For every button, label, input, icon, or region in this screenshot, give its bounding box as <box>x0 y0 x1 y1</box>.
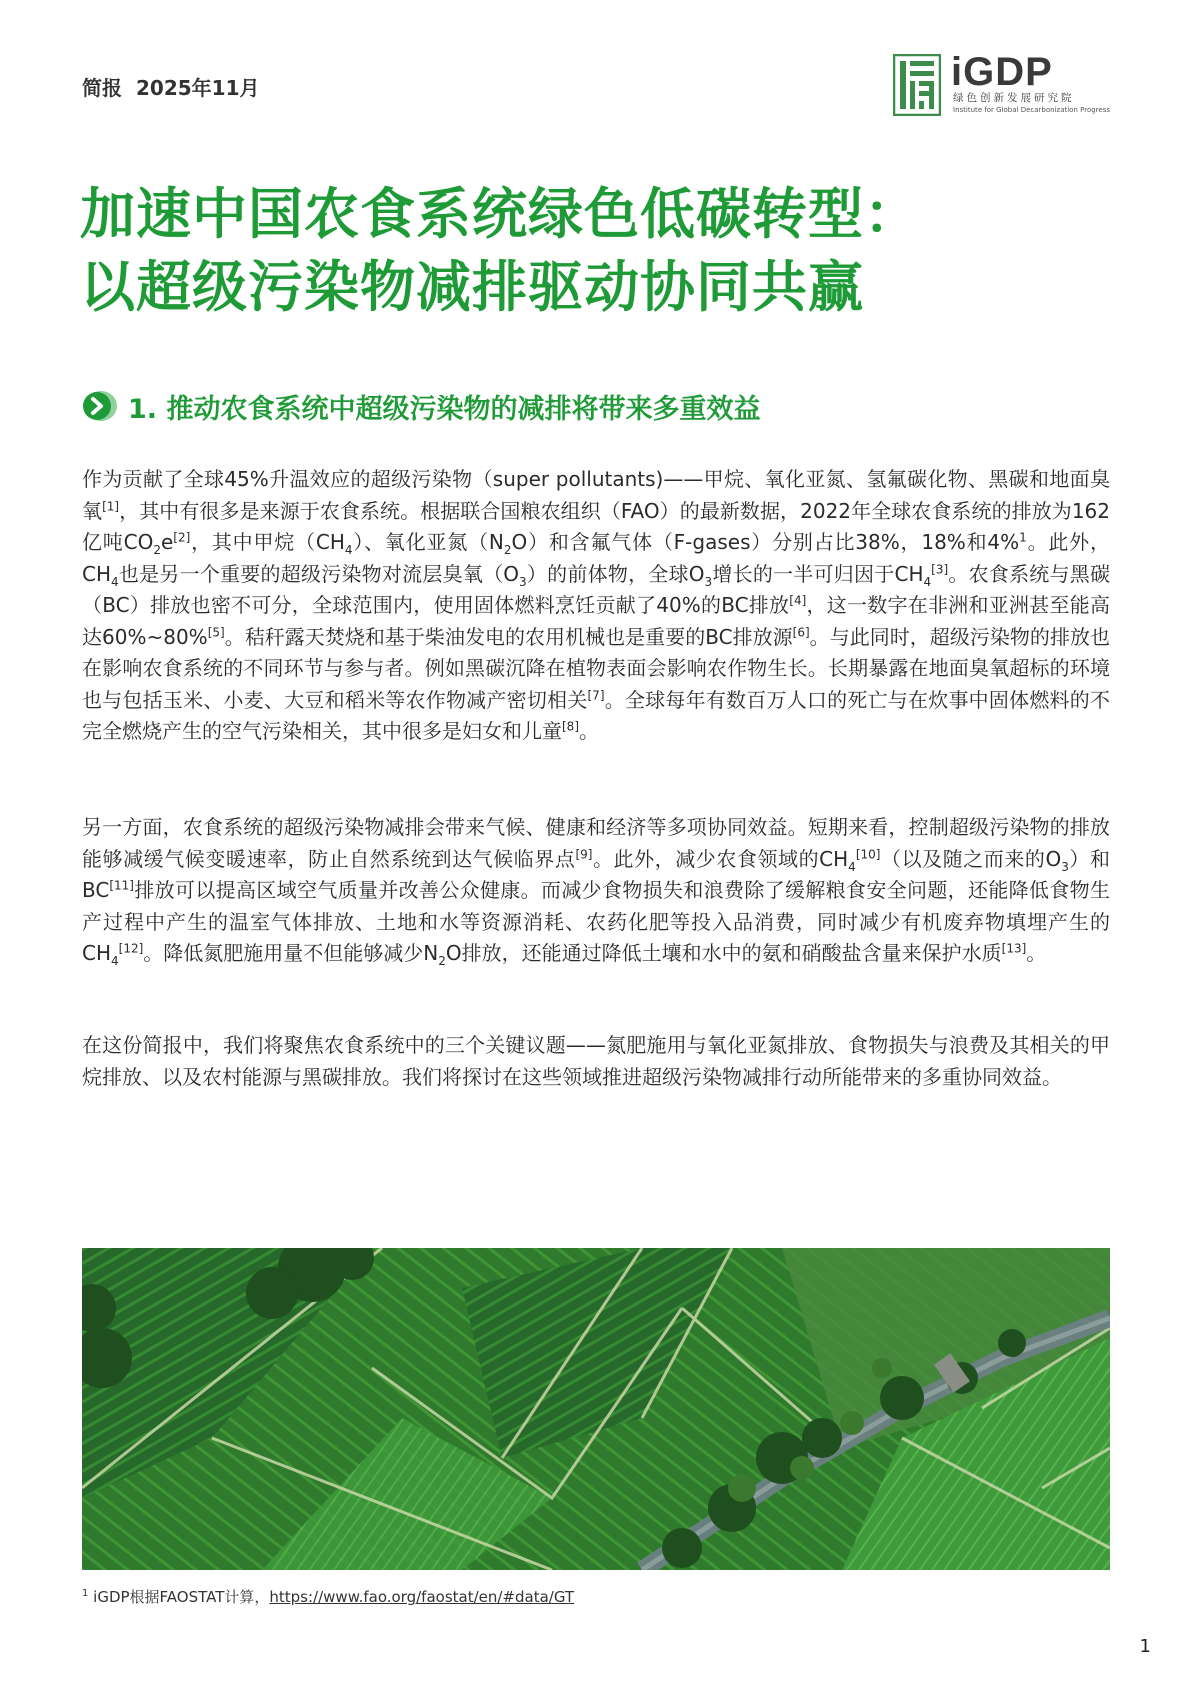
paragraph-2 <box>82 812 1110 970</box>
citation-sup: [8] <box>562 719 579 734</box>
chem-subscript: 4 <box>111 574 119 589</box>
footnote <box>82 1586 574 1607</box>
paragraph-text: 增长的一半可归因于CH <box>712 561 924 586</box>
paragraph-text: 。与此同时，超级污染物的排放也在影响农食系统的不同环节与参与者。例如黑碳沉降在植物表面会影响农作物生长。长期暴露在地面臭氧超标的环境也与包括玉米、小麦、大豆和稻米等农作物减产密切相关 <box>82 624 1110 712</box>
paragraph-text: 。 <box>1026 941 1047 965</box>
paragraph-text: O排放，还能通过降低土壤和水中的氨和硝酸盐含量来保护水质 <box>445 941 1002 965</box>
chem-subscript: 4 <box>848 859 856 874</box>
citation-sup: [2] <box>173 530 191 545</box>
footnote-number: 1 <box>82 1588 89 1599</box>
logo-en-name: Institute for Global Decarbonization Progress <box>953 106 1110 114</box>
section-title: 1. 推动农食系统中超级污染物的减排将带来多重效益 <box>128 393 761 425</box>
page-title <box>80 178 1120 324</box>
section-heading <box>80 385 760 427</box>
paragraph-text: ，这一数字在非洲和亚洲甚至能高达60%~80% <box>82 593 1111 649</box>
footnote-text: iGDP根据FAOSTAT计算， <box>93 1588 270 1606</box>
chem-subscript: 2 <box>153 543 161 557</box>
paragraph-3 <box>82 1030 1110 1093</box>
paragraph-text: 。全球每年有数百万人口的死亡与在炊事中固体燃料的不完全燃烧产生的空气污染相关，其中很多是妇女和儿童 <box>82 687 1110 743</box>
paragraph-text: ）和BC <box>82 846 1110 902</box>
paragraph-1 <box>82 464 1110 748</box>
title-line-1: 加速中国农食系统绿色低碳转型： <box>80 182 921 246</box>
paragraph-text: 。秸秆露天焚烧和基于柴油发电的农用机械也是重要的BC排放源 <box>224 624 793 649</box>
igdp-logo <box>893 50 1123 124</box>
chem-subscript: 2 <box>503 543 512 557</box>
paragraph-text: O）和含氟气体（F-gases）分别占比38%，18%和4% <box>511 530 1020 554</box>
citation-sup: [6] <box>792 624 810 639</box>
paragraph-text: 也是另一个重要的超级污染物对流层臭氧（O <box>118 561 520 586</box>
paragraph-text: ，其中有很多是来源于农食系统。根据联合国粮农组织（FAO）的最新数据，2022年全球农食系统的排放为162亿吨CO <box>82 498 1111 554</box>
paragraph-text: ，其中甲烷（CH <box>190 530 345 554</box>
citation-sup: [3] <box>931 561 949 576</box>
chem-subscript: 3 <box>1061 859 1069 874</box>
logo-name: iGDP <box>951 50 1053 94</box>
paragraph-text: 。农食系统与黑碳（BC）排放也密不可分，全球范围内，使用固体燃料烹饪贡献了40%的BC排放 <box>82 561 1110 617</box>
logo-cn-name: 绿色创新发展研究院 <box>953 92 1075 104</box>
igdp-logo-mark-icon <box>893 54 941 116</box>
aerial-rice-field-photo <box>82 1248 1110 1570</box>
paragraph-text: ）、氧化亚氮（N <box>352 530 504 554</box>
arrow-right-circle-icon <box>80 390 118 422</box>
paragraph-text: 。此外，CH <box>82 530 1110 586</box>
citation-sup: 1 <box>1019 530 1027 545</box>
paragraph-text: 排放可以提高区域空气质量并改善公众健康。而减少食物损失和浪费除了缓解粮食安全问题，还能降低食物生产过程中产生的温室气体排放、土地和水等资源消耗、农药化肥等投入品消费，同时减少有机废弃物填埋产生的CH <box>82 878 1110 965</box>
paragraph-text: 在这份简报中，我们将聚焦农食系统中的三个关键议题——氮肥施用与氧化亚氮排放、食物损失与浪费及其相关的甲烷排放、以及农村能源与黑碳排放。我们将探讨在这些领域推进超级污染物减排行动所能带来的多重协同效益。 <box>82 1033 1110 1089</box>
paragraph-text: 作为贡献了全球45%升温效应的超级污染物（super pollutants)——甲烷、氧化亚氮、氢氟碳化物、黑碳和地面臭氧 <box>82 467 1110 523</box>
citation-sup: [10] <box>855 846 881 861</box>
footnote-link[interactable]: https://www.fao.org/faostat/en/#data/GT <box>269 1588 575 1606</box>
title-line-2: 以超级污染物减排驱动协同共赢 <box>80 255 865 319</box>
chem-subscript: 4 <box>111 954 119 968</box>
paragraph-text: 。此外，减少农食领域的CH <box>592 846 849 871</box>
doc-date: 2025年11月 <box>136 76 260 100</box>
doc-header <box>82 72 274 101</box>
citation-sup: [9] <box>575 846 593 861</box>
paragraph-text: 。 <box>579 719 599 743</box>
paragraph-text: ）的前体物，全球O <box>526 561 705 586</box>
chem-subscript: 3 <box>519 574 527 589</box>
paragraph-text: e <box>160 530 174 554</box>
doc-type: 简报 <box>82 76 122 100</box>
citation-sup: [1] <box>102 498 120 513</box>
chem-subscript: 3 <box>704 574 713 589</box>
citation-sup: [11] <box>109 878 134 893</box>
citation-sup: [5] <box>207 624 225 639</box>
paragraph-text: 。降低氮肥施用量不但能够减少N <box>143 941 439 965</box>
chem-subscript: 4 <box>923 574 932 589</box>
citation-sup: [13] <box>1001 941 1027 956</box>
paragraph-text: （以及随之而来的O <box>880 846 1062 871</box>
chem-subscript: 2 <box>438 954 446 968</box>
page-number: 1 <box>1139 1636 1151 1657</box>
paragraph-text: 另一方面，农食系统的超级污染物减排会带来气候、健康和经济等多项协同效益。短期来看，控制超级污染物的排放能够减缓气候变暖速率，防止自然系统到达气候临界点 <box>82 815 1110 871</box>
citation-sup: [7] <box>587 687 605 702</box>
chem-subscript: 4 <box>344 543 353 557</box>
citation-sup: [4] <box>789 593 807 608</box>
citation-sup: [12] <box>118 941 144 956</box>
